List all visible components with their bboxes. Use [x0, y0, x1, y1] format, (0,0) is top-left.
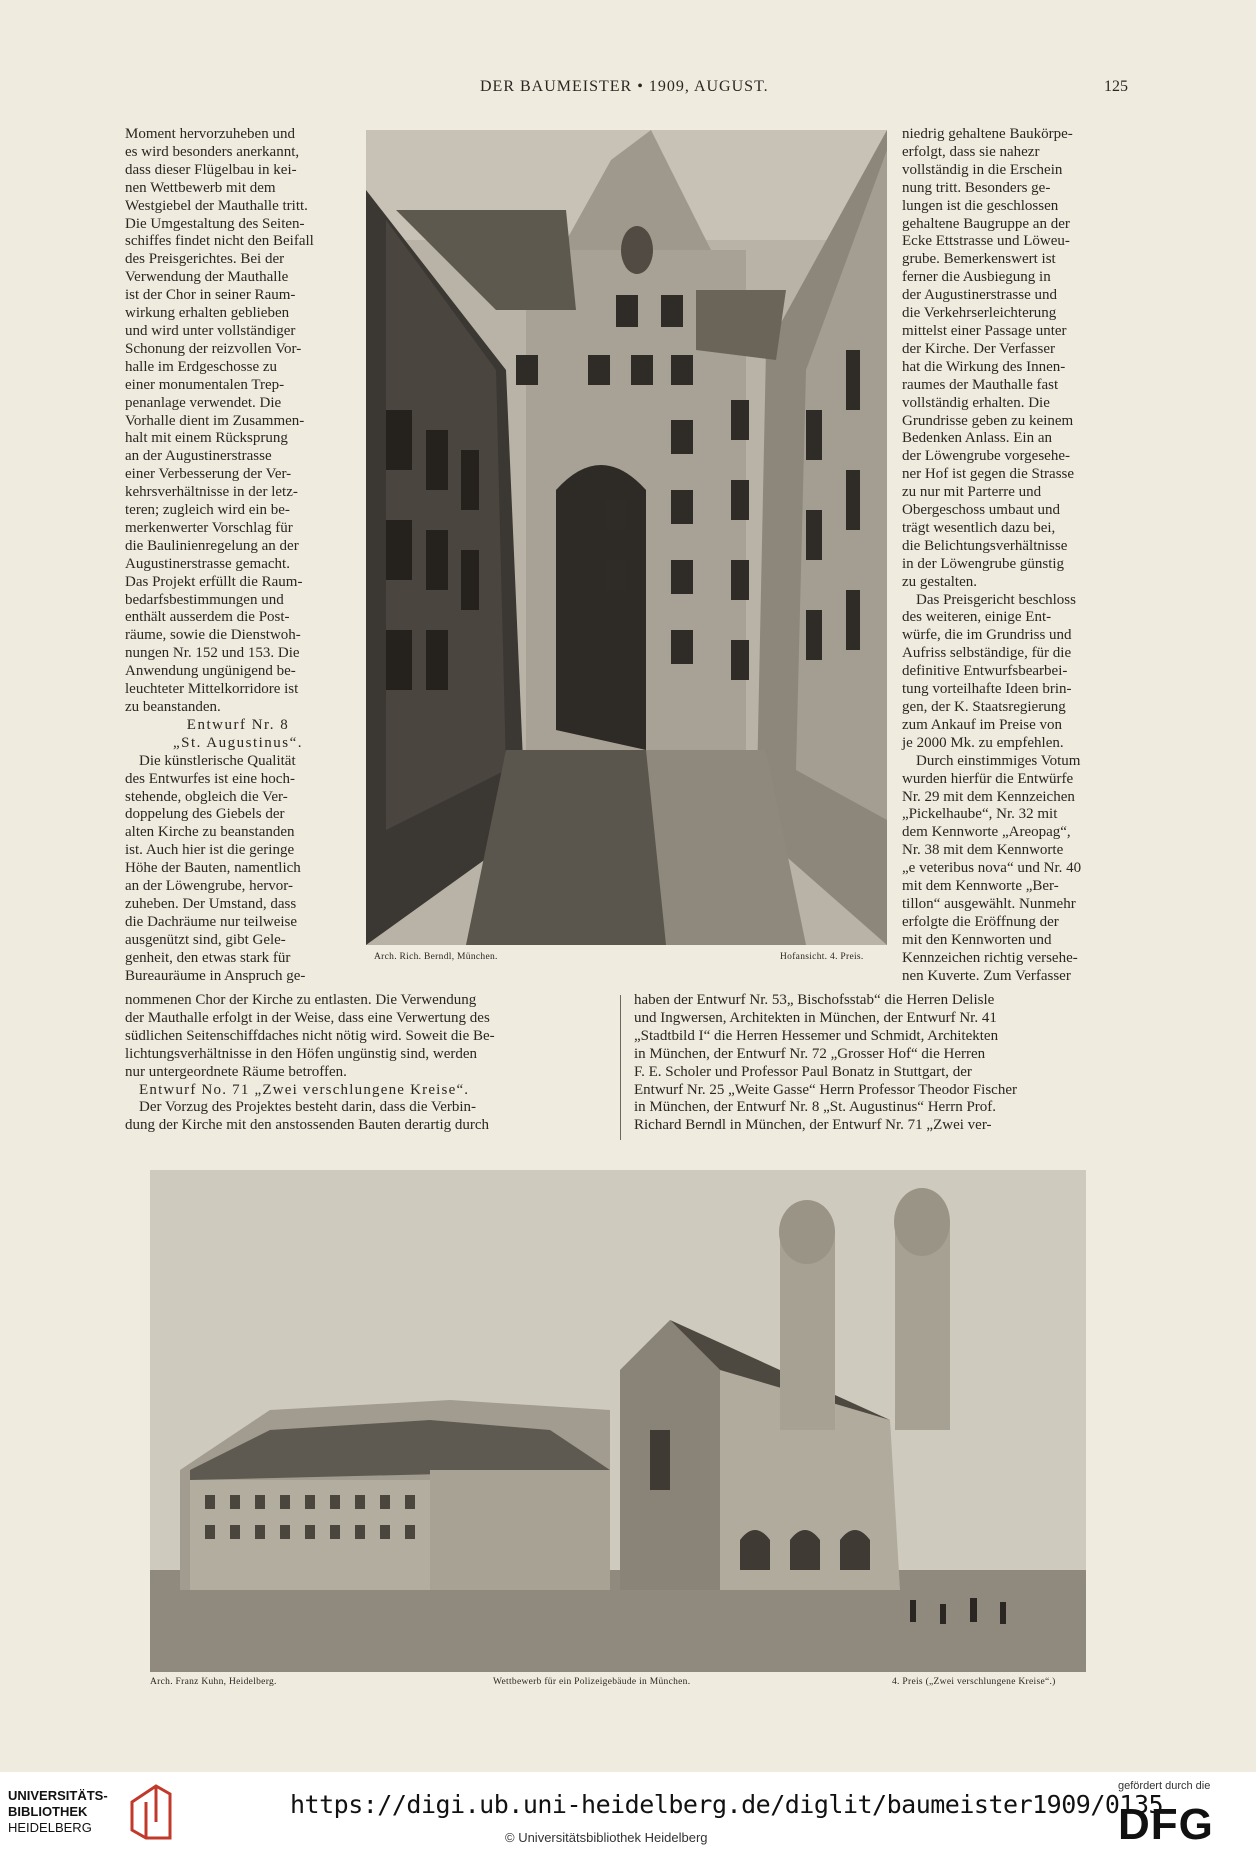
funding-note: gefördert durch die	[1118, 1780, 1211, 1792]
body-line: Höhe der Bauten, namentlich	[125, 860, 301, 877]
body-line: mit dem Kennworte „Ber-	[902, 878, 1059, 895]
library-emblem-icon	[128, 1782, 174, 1842]
body-line: gen, der K. Staatsregierung	[902, 699, 1066, 715]
body-line: in der Löwengrube günstig	[902, 555, 1065, 572]
body-line: Durch einstimmiges Votum	[916, 752, 1081, 769]
courtyard-illustration	[366, 130, 887, 945]
body-line: dass dieser Flügelbau in kei-	[125, 161, 297, 178]
body-line: Verwendung der Mauthalle	[125, 269, 289, 286]
body-line: und Ingwersen, Architekten in München, der Entwurf Nr. 41	[634, 1009, 997, 1026]
body-line: die Verkehrserleichterung	[902, 305, 1057, 322]
page-number: 125	[1104, 78, 1128, 95]
body-line: Augustinerstrasse gemacht.	[125, 555, 290, 572]
body-line: halt mit einem Rücksprung	[125, 430, 288, 447]
body-line: ner Hof ist gegen die Strasse	[902, 466, 1075, 483]
body-line: nen Wettbewerb mit dem	[125, 179, 276, 196]
body-line: des Preisgerichtes. Bei der	[125, 251, 285, 268]
copyright-notice: © Universitätsbibliothek Heidelberg	[505, 1830, 708, 1845]
body-line: zu gestalten.	[902, 573, 977, 590]
body-line: in München, der Entwurf Nr. 8 „St. Augustinus“ Herrn Prof.	[634, 1099, 997, 1116]
body-line: Anwendung ungünigend be-	[125, 663, 296, 680]
body-line: Westgiebel der Mauthalle tritt.	[125, 197, 308, 214]
body-line: Die Umgestaltung des Seiten-	[125, 215, 305, 232]
logo-line-1: UNIVERSITÄTS-	[8, 1788, 108, 1803]
right-column	[902, 126, 1128, 986]
body-line: Das Preisgericht beschloss	[916, 591, 1076, 608]
journal-title: DER BAUMEISTER • 1909, AUGUST.	[480, 78, 769, 95]
body-line: vollständig erhalten. Die	[902, 394, 1050, 411]
section-heading: Entwurf Nr. 8	[186, 716, 290, 733]
body-line: stehende, obgleich die Ver-	[125, 788, 288, 805]
body-line: einer monumentalen Trep-	[125, 376, 285, 393]
body-line: grube. Bemerkenswert ist	[902, 251, 1056, 268]
body-line: zu beanstanden.	[125, 699, 221, 715]
body-line: haben der Entwurf Nr. 53„ Bischofsstab“ die Herren Delisle	[634, 992, 995, 1008]
body-line: wirkung erhalten geblieben	[125, 305, 290, 322]
body-line: die Belichtungsverhältnisse	[902, 537, 1068, 554]
body-line: Nr. 29 mit dem Kennzeichen	[902, 788, 1075, 805]
footer-bar	[0, 1772, 1256, 1857]
body-line: raumes der Mauthalle fast	[902, 376, 1059, 393]
body-line: zu nur mit Parterre und	[902, 484, 1042, 501]
column-divider	[620, 995, 621, 1140]
body-line: an der Augustinerstrasse	[125, 448, 272, 465]
courtyard-drawing	[366, 130, 887, 945]
body-line: tillon“ ausgewählt. Nunmehr	[902, 895, 1076, 912]
body-line: mit den Kennworten und	[902, 931, 1052, 948]
logo-line-2: BIBLIOTHEK	[8, 1804, 88, 1819]
body-line: erfolgte die Eröffnung der	[902, 913, 1059, 930]
body-line: Moment hervorzuheben und	[125, 126, 295, 142]
caption-preis: 4. Preis („Zwei verschlungene Kreise“.)	[892, 1677, 1056, 1687]
body-line: merkenwerter Vorschlag für	[125, 519, 293, 536]
caption-architect-berndl: Arch. Rich. Berndl, München.	[374, 952, 498, 962]
document-url-link[interactable]: https://digi.ub.uni-heidelberg.de/diglit/baumeister1909/0135	[290, 1790, 1164, 1819]
body-line: hat die Wirkung des Innen-	[902, 358, 1066, 375]
body-line: Nr. 38 mit dem Kennworte	[902, 842, 1064, 859]
dfg-logo: DFG	[1118, 1800, 1214, 1849]
body-line: „e veteribus nova“ und Nr. 40	[902, 860, 1082, 877]
caption-architect-kuhn: Arch. Franz Kuhn, Heidelberg.	[150, 1677, 277, 1687]
body-line: Der Vorzug des Projektes besteht darin, dass die Verbin-	[139, 1099, 477, 1116]
body-line: genheit, den etwas stark für	[125, 949, 291, 966]
body-line: enthält ausserdem die Post-	[125, 609, 290, 626]
body-line: nommenen Chor der Kirche zu entlasten. Die Verwendung	[125, 992, 477, 1008]
body-line: der Augustinerstrasse und	[902, 287, 1057, 304]
body-line: Das Projekt erfüllt die Raum-	[125, 573, 303, 590]
body-line: Richard Berndl in München, der Entwurf Nr. 71 „Zwei ver-	[634, 1117, 992, 1134]
body-line: Obergeschoss umbaut und	[902, 502, 1061, 519]
body-line: penanlage verwendet. Die	[125, 394, 282, 411]
university-library-logo	[8, 1788, 108, 1836]
body-line: nung tritt. Besonders ge-	[902, 179, 1051, 196]
body-line: nen Kuverte. Zum Verfasser	[902, 967, 1071, 984]
body-line: ist der Chor in seiner Raum-	[125, 287, 296, 304]
body-line: die Dachräume nur teilweise	[125, 913, 298, 930]
body-line: der Löwengrube vorgesehe-	[902, 448, 1070, 465]
body-line: es wird besonders anerkannt,	[125, 143, 300, 160]
caption-hofansicht: Hofansicht. 4. Preis.	[780, 952, 864, 962]
body-line: definitive Entwurfsbearbei-	[902, 663, 1068, 680]
body-line: nungen Nr. 152 und 153. Die	[125, 645, 300, 662]
body-line: alten Kirche zu beanstanden	[125, 824, 295, 841]
body-line: „Stadtbild I“ die Herren Hessemer und Schmidt, Architekten	[634, 1027, 999, 1044]
body-line: gehaltene Baugruppe an der	[902, 215, 1070, 232]
body-line: Bedenken Anlass. Ein an	[902, 430, 1052, 447]
body-line: lungen ist die geschlossen	[902, 197, 1059, 214]
lower-right-column	[634, 992, 1128, 1135]
body-line: schiffes findet nicht den Beifall	[125, 233, 314, 250]
body-line: halle im Erdgeschosse zu	[125, 358, 278, 375]
body-line: Die künstlerische Qualität	[139, 752, 296, 769]
body-line: an der Löwengrube, hervor-	[125, 878, 293, 895]
body-line: Vorhalle dient im Zusammen-	[125, 412, 305, 429]
body-line: Aufriss selbständige, für die	[902, 645, 1072, 662]
body-line: des weiteren, einige Ent-	[902, 609, 1052, 626]
body-line: F. E. Scholer und Professor Paul Bonatz in Stuttgart, der	[634, 1063, 972, 1080]
body-line: nur untergeordnete Räume betroffen.	[125, 1063, 347, 1080]
body-line: Ecke Ettstrasse und Löweu-	[902, 233, 1070, 250]
logo-line-3: HEIDELBERG	[8, 1820, 92, 1835]
body-line: zum Ankauf im Preise von	[902, 716, 1062, 733]
body-line: tung vorteilhafte Ideen brin-	[902, 681, 1072, 698]
body-line: dung der Kirche mit den anstossenden Bauten derartig durch	[125, 1117, 490, 1134]
body-line: erfolgt, dass sie nahezr	[902, 143, 1040, 160]
body-line: einer Verbesserung der Ver-	[125, 466, 292, 483]
body-line: doppelung des Giebels der	[125, 806, 285, 823]
body-line: mittelst einer Passage unter	[902, 322, 1067, 339]
body-line: Bureauräume in Anspruch ge-	[125, 967, 306, 984]
body-line: die Baulinienregelung an der	[125, 537, 299, 554]
body-line: dem Kennworte „Areopag“,	[902, 824, 1071, 841]
body-line: teren; zugleich wird ein be-	[125, 502, 290, 519]
body-line: lichtungsverhältnisse in den Höfen ungünstig sind, werden	[125, 1045, 478, 1062]
body-line: der Kirche. Der Verfasser	[902, 340, 1055, 357]
body-line: Kennzeichen richtig versehe-	[902, 949, 1078, 966]
body-line: in München, der Entwurf Nr. 72 „Grosser Hof“ die Herren	[634, 1045, 986, 1062]
body-line: wurden hierfür die Entwürfe	[902, 770, 1074, 787]
body-line: trägt wesentlich dazu bei,	[902, 519, 1056, 536]
left-column	[125, 126, 351, 986]
body-line: ist. Auch hier ist die geringe	[125, 842, 295, 859]
body-line: des Entwurfes ist eine hoch-	[125, 770, 295, 787]
body-line: Grundrisse geben zu keinem	[902, 412, 1074, 429]
section-heading: „St. Augustinus“.	[172, 734, 304, 751]
body-line: ausgenützt sind, gibt Gele-	[125, 931, 286, 948]
caption-wettbewerb: Wettbewerb für ein Polizeigebäude in München.	[493, 1677, 691, 1687]
body-line: niedrig gehaltene Baukörpe-	[902, 126, 1073, 142]
body-line: und wird unter vollständiger	[125, 322, 296, 339]
body-line: ferner die Ausbiegung in	[902, 269, 1051, 286]
police-building-illustration	[150, 1170, 1086, 1672]
body-line: zuheben. Der Umstand, dass	[125, 895, 297, 912]
running-header	[0, 78, 1256, 100]
lower-left-column	[125, 992, 594, 1135]
body-line: würfe, die im Grundriss und	[902, 627, 1072, 644]
body-line: bedarfsbestimmungen und	[125, 591, 284, 608]
body-line: vollständig in die Erschein	[902, 161, 1063, 178]
police-building-drawing	[150, 1170, 1086, 1672]
body-line: räume, sowie die Dienstwoh-	[125, 627, 301, 644]
body-line: Schonung der reizvollen Vor-	[125, 340, 302, 357]
body-line: Entwurf Nr. 25 „Weite Gasse“ Herrn Professor Theodor Fischer	[634, 1081, 1017, 1098]
section-heading: Entwurf No. 71 „Zwei verschlungene Kreise“.	[139, 1081, 470, 1098]
body-line: kehrsverhältnisse in der letz-	[125, 484, 298, 501]
body-line: der Mauthalle erfolgt in der Weise, dass eine Verwertung des	[125, 1009, 490, 1026]
body-line: je 2000 Mk. zu empfehlen.	[902, 734, 1064, 751]
body-line: südlichen Seitenschiffdaches nicht nötig wird. Soweit die Be-	[125, 1027, 495, 1044]
body-line: leuchteter Mittelkorridore ist	[125, 681, 299, 698]
body-line: „Pickelhaube“, Nr. 32 mit	[902, 806, 1058, 823]
